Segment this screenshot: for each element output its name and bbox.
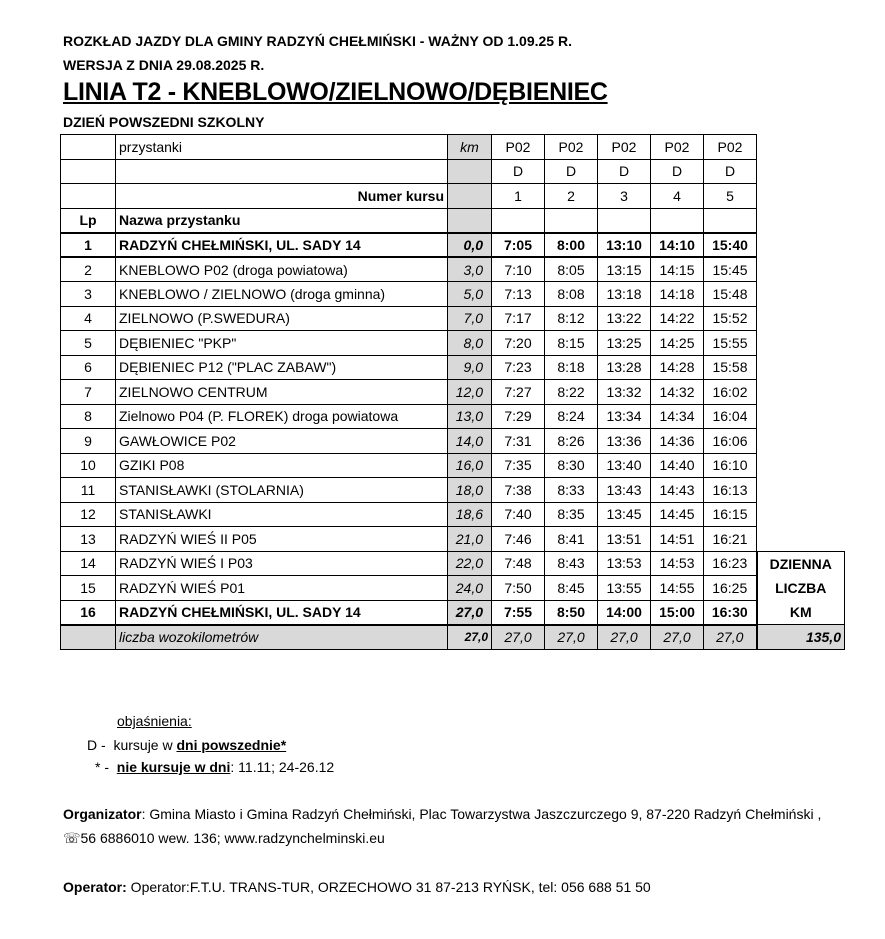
departure-time: 13:36 [598, 429, 651, 454]
departure-time: 13:32 [598, 380, 651, 405]
departure-time: 16:15 [704, 502, 757, 527]
stop-row [61, 257, 845, 282]
departure-time: 8:00 [545, 233, 598, 258]
departure-time: 16:25 [704, 576, 757, 601]
timetable [60, 134, 845, 650]
departure-time: 8:12 [545, 306, 598, 331]
phone-icon: ☏ [63, 830, 81, 846]
stop-row [61, 600, 845, 625]
stop-km: 27,0 [448, 600, 492, 625]
day-cell: D [545, 159, 598, 184]
stop-name: ZIELNOWO (P.SWEDURA) [116, 306, 448, 331]
departure-time: 13:53 [598, 551, 651, 576]
stop-row [61, 576, 845, 601]
departure-time: 14:51 [651, 527, 704, 552]
departure-time: 8:43 [545, 551, 598, 576]
route-cell: P02 [651, 135, 704, 160]
departure-time: 16:21 [704, 527, 757, 552]
stop-km: 8,0 [448, 331, 492, 356]
departure-time: 14:15 [651, 257, 704, 282]
stop-lp: 4 [61, 306, 116, 331]
stop-lp: 11 [61, 478, 116, 503]
stop-row [61, 429, 845, 454]
stop-km: 3,0 [448, 257, 492, 282]
stop-lp: 8 [61, 404, 116, 429]
departure-time: 13:40 [598, 453, 651, 478]
daily-km-label: LICZBA [757, 576, 845, 601]
stop-km: 24,0 [448, 576, 492, 601]
departure-time: 13:55 [598, 576, 651, 601]
stop-name: KNEBLOWO / ZIELNOWO (droga gminna) [116, 282, 448, 307]
departure-time: 14:18 [651, 282, 704, 307]
daily-km-label: DZIENNA [757, 551, 845, 576]
stop-lp: 12 [61, 502, 116, 527]
stop-lp: 3 [61, 282, 116, 307]
departure-time: 13:28 [598, 355, 651, 380]
departure-time: 15:58 [704, 355, 757, 380]
stop-name: GAWŁOWICE P02 [116, 429, 448, 454]
total-row [61, 625, 845, 650]
departure-time: 13:22 [598, 306, 651, 331]
stop-name: GZIKI P08 [116, 453, 448, 478]
departure-time: 16:30 [704, 600, 757, 625]
departure-time: 13:10 [598, 233, 651, 258]
stop-row [61, 306, 845, 331]
departure-time: 7:29 [492, 404, 545, 429]
departure-time: 7:55 [492, 600, 545, 625]
departure-time: 14:25 [651, 331, 704, 356]
stop-lp: 14 [61, 551, 116, 576]
stop-row [61, 478, 845, 503]
departure-time: 13:25 [598, 331, 651, 356]
departure-time: 13:34 [598, 404, 651, 429]
route-cell: P02 [704, 135, 757, 160]
departure-time: 7:40 [492, 502, 545, 527]
departure-time: 7:35 [492, 453, 545, 478]
departure-time: 8:30 [545, 453, 598, 478]
departure-time: 7:13 [492, 282, 545, 307]
stop-name: RADZYŃ CHEŁMIŃSKI, UL. SADY 14 [116, 233, 448, 258]
course-row [61, 184, 845, 209]
page-title: LINIA T2 - KNEBLOWO/ZIELNOWO/DĘBIENIEC [63, 78, 608, 106]
header-version: WERSJA Z DNIA 29.08.2025 R. [63, 57, 265, 73]
departure-time: 7:23 [492, 355, 545, 380]
route-row [61, 135, 845, 160]
day-cell: D [492, 159, 545, 184]
stop-name-header: Nazwa przystanku [116, 208, 448, 233]
days-row [61, 159, 845, 184]
departure-time: 8:41 [545, 527, 598, 552]
departure-time: 14:36 [651, 429, 704, 454]
daily-km-label: KM [757, 600, 845, 625]
departure-time: 8:24 [545, 404, 598, 429]
header-validity: ROZKŁAD JAZDY DLA GMINY RADZYŃ CHEŁMIŃSKI - WAŻNY OD 1.09.25 R. [63, 33, 572, 49]
departure-time: 15:52 [704, 306, 757, 331]
stop-name: DĘBIENIEC P12 ("PLAC ZABAW") [116, 355, 448, 380]
departure-time: 16:04 [704, 404, 757, 429]
departure-time: 15:55 [704, 331, 757, 356]
stop-km: 9,0 [448, 355, 492, 380]
note-star: * - nie kursuje w dni: 11.11; 24-26.12 [95, 759, 335, 775]
departure-time: 8:26 [545, 429, 598, 454]
departure-time: 8:33 [545, 478, 598, 503]
stop-km: 12,0 [448, 380, 492, 405]
stop-lp: 2 [61, 257, 116, 282]
departure-time: 8:22 [545, 380, 598, 405]
stop-km: 7,0 [448, 306, 492, 331]
departure-time: 13:45 [598, 502, 651, 527]
stop-row [61, 380, 845, 405]
departure-time: 7:20 [492, 331, 545, 356]
departure-time: 14:00 [598, 600, 651, 625]
stop-name: RADZYŃ CHEŁMIŃSKI, UL. SADY 14 [116, 600, 448, 625]
total-course-km: 27,0 [598, 625, 651, 650]
day-cell: D [704, 159, 757, 184]
stop-lp: 5 [61, 331, 116, 356]
departure-time: 8:05 [545, 257, 598, 282]
route-cell: P02 [598, 135, 651, 160]
stop-row [61, 551, 845, 576]
stop-km: 22,0 [448, 551, 492, 576]
departure-time: 14:40 [651, 453, 704, 478]
stops-header: przystanki [116, 135, 448, 160]
stop-km: 13,0 [448, 404, 492, 429]
stop-row [61, 453, 845, 478]
stop-row [61, 282, 845, 307]
departure-time: 15:48 [704, 282, 757, 307]
departure-time: 7:05 [492, 233, 545, 258]
course-cell: 5 [704, 184, 757, 209]
note-d: D - kursuje w dni powszednie* [87, 737, 287, 753]
departure-time: 7:10 [492, 257, 545, 282]
departure-time: 7:38 [492, 478, 545, 503]
course-cell: 1 [492, 184, 545, 209]
column-label-row [61, 208, 845, 233]
stop-lp: 6 [61, 355, 116, 380]
stop-km: 0,0 [448, 233, 492, 258]
total-course-km: 27,0 [651, 625, 704, 650]
stop-name: RADZYŃ WIEŚ I P03 [116, 551, 448, 576]
stop-name: RADZYŃ WIEŚ P01 [116, 576, 448, 601]
km-header: km [448, 135, 492, 160]
total-course-km: 27,0 [545, 625, 598, 650]
departure-time: 13:15 [598, 257, 651, 282]
departure-time: 14:53 [651, 551, 704, 576]
departure-time: 14:22 [651, 306, 704, 331]
organizer-info: Organizator: Gmina Miasto i Gmina Radzyń Chełmiński, Plac Towarzystwa Jaszczurczego 9, 87-220 Radzyń Chełmiński , ☏56 6886010 wew. 136; www.radzynchelminski.eu [63, 806, 822, 846]
departure-time: 7:31 [492, 429, 545, 454]
stop-row [61, 355, 845, 380]
stop-name: RADZYŃ WIEŚ II P05 [116, 527, 448, 552]
stop-row [61, 233, 845, 258]
departure-time: 13:43 [598, 478, 651, 503]
stop-km: 14,0 [448, 429, 492, 454]
departure-time: 8:15 [545, 331, 598, 356]
departure-time: 15:45 [704, 257, 757, 282]
day-type-subtitle: DZIEŃ POWSZEDNI SZKOLNY [63, 114, 265, 130]
day-cell: D [598, 159, 651, 184]
departure-time: 13:18 [598, 282, 651, 307]
course-cell: 2 [545, 184, 598, 209]
course-label: Numer kursu [116, 184, 448, 209]
stop-lp: 10 [61, 453, 116, 478]
stop-name: DĘBIENIEC "PKP" [116, 331, 448, 356]
day-cell: D [651, 159, 704, 184]
total-km: 27,0 [448, 625, 492, 650]
stop-lp: 1 [61, 233, 116, 258]
course-cell: 3 [598, 184, 651, 209]
departure-time: 7:27 [492, 380, 545, 405]
stop-lp: 13 [61, 527, 116, 552]
departure-time: 14:32 [651, 380, 704, 405]
stop-lp: 7 [61, 380, 116, 405]
departure-time: 16:10 [704, 453, 757, 478]
total-lp [61, 625, 116, 650]
stop-row [61, 527, 845, 552]
departure-time: 16:02 [704, 380, 757, 405]
departure-time: 16:13 [704, 478, 757, 503]
departure-time: 14:34 [651, 404, 704, 429]
stop-name: Zielnowo P04 (P. FLOREK) droga powiatowa [116, 404, 448, 429]
route-cell: P02 [492, 135, 545, 160]
stop-km: 21,0 [448, 527, 492, 552]
departure-time: 15:00 [651, 600, 704, 625]
total-course-km: 27,0 [704, 625, 757, 650]
route-cell: P02 [545, 135, 598, 160]
stop-name: ZIELNOWO CENTRUM [116, 380, 448, 405]
notes-heading: objaśnienia: [117, 713, 192, 729]
lp-header: Lp [61, 208, 116, 233]
departure-time: 8:50 [545, 600, 598, 625]
daily-total: 135,0 [757, 625, 845, 650]
stop-name: STANISŁAWKI [116, 502, 448, 527]
departure-time: 13:51 [598, 527, 651, 552]
departure-time: 7:48 [492, 551, 545, 576]
stop-lp: 16 [61, 600, 116, 625]
stop-name: STANISŁAWKI (STOLARNIA) [116, 478, 448, 503]
stop-lp: 9 [61, 429, 116, 454]
stop-km: 18,0 [448, 478, 492, 503]
stop-row [61, 331, 845, 356]
departure-time: 7:50 [492, 576, 545, 601]
departure-time: 14:43 [651, 478, 704, 503]
departure-time: 14:55 [651, 576, 704, 601]
departure-time: 8:45 [545, 576, 598, 601]
departure-time: 8:35 [545, 502, 598, 527]
stop-row [61, 404, 845, 429]
departure-time: 15:40 [704, 233, 757, 258]
departure-time: 16:06 [704, 429, 757, 454]
stop-lp: 15 [61, 576, 116, 601]
departure-time: 7:46 [492, 527, 545, 552]
stop-km: 18,6 [448, 502, 492, 527]
departure-time: 16:23 [704, 551, 757, 576]
departure-time: 14:28 [651, 355, 704, 380]
departure-time: 8:18 [545, 355, 598, 380]
total-label: liczba wozokilometrów [116, 625, 448, 650]
stop-km: 5,0 [448, 282, 492, 307]
departure-time: 14:45 [651, 502, 704, 527]
departure-time: 8:08 [545, 282, 598, 307]
stop-row [61, 502, 845, 527]
departure-time: 7:17 [492, 306, 545, 331]
course-cell: 4 [651, 184, 704, 209]
total-course-km: 27,0 [492, 625, 545, 650]
operator-info: Operator: Operator:F.T.U. TRANS-TUR, ORZECHOWO 31 87-213 RYŃSK, tel: 056 688 51 50 [63, 879, 651, 895]
departure-time: 14:10 [651, 233, 704, 258]
stop-name: KNEBLOWO P02 (droga powiatowa) [116, 257, 448, 282]
stop-km: 16,0 [448, 453, 492, 478]
